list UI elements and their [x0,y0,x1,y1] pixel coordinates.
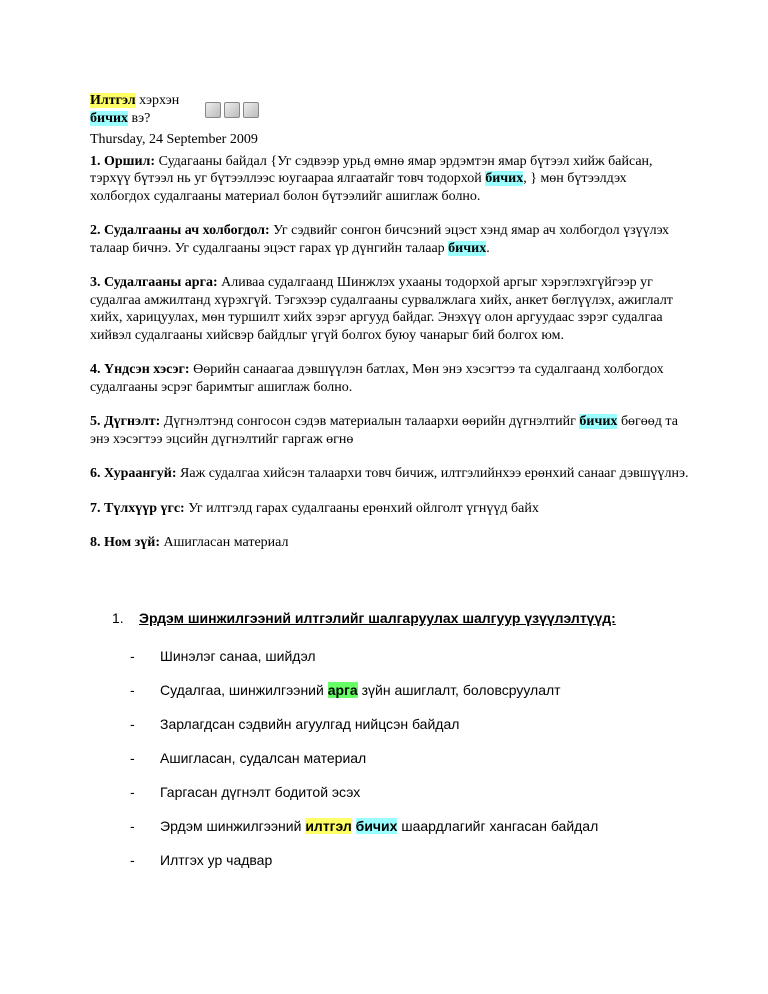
bullet-dash: - [130,784,135,800]
section-text: Өөрийн санаагаа дэвшүүлэн батлах, Мөн энэ хэсэгтээ та судалгаанд холбогдох судалгааны эсрэг баримтыг ашиглаж болно. [90,362,664,395]
section-paragraph [90,361,690,396]
section-label: 7. Түлхүүр үгс: [90,500,185,516]
search-icon[interactable] [205,102,221,118]
bullet-dash: - [130,648,135,664]
title-word-highlighted: бичих [90,110,129,126]
section-text: Ашигласан материал [160,535,289,550]
highlighted-term: илтгэл [305,818,352,834]
section-paragraph [90,413,690,448]
title-word: хэрхэн [139,93,180,108]
bullet-text-part: зүйн ашиглалт, боловсруулалт [357,682,561,698]
title-block [90,92,690,127]
bullet-text: Зарлагдсан сэдвийн агуулгад нийцсэн байдал [160,716,460,732]
post-date: Thursday, 24 September 2009 [90,132,258,147]
bullet-text-part: Судалгаа, шинжилгээний [160,682,328,698]
section-text: , } мөн бүтээлдэх холбогдох судалгааны материал болон бүтээлийг ашиглаж болно. [90,171,627,204]
title-word: вэ? [131,110,151,126]
copy-icon[interactable] [224,102,240,118]
highlighted-term: бичих [579,414,618,429]
section-text: . [486,240,490,256]
bullet-text: Илтгэх ур чадвар [160,852,273,868]
bullet-text-part: Эрдэм шинжилгээний [160,818,306,834]
section-text: Уг сэдвийг сонгон бичсэний эцэст хэнд ямар ач холбогдол үзүүлэх талаар бичнэ. Уг судалгааны эцэст гарах үр дүнгийн талаар [90,223,670,256]
section-label: 8. Ном зүй: [90,535,161,550]
section-label: 2. Судалгааны ач холбогдол: [90,223,270,238]
bullet-dash: - [130,716,135,732]
section-text: Аливаа судалгаанд Шинжлэх ухааны тодорхой аргыг хэрэглэхгүйгээр уг судалгаа амжилтанд хүрэхгүй. Тэгэхээр судалгааны сурвалжлага хийх, анкет бөглүүлэх, ажиглалт хийх, харицуулах, мөн туршилт хийх зэрэг аргууд байдаг. Энэхүү олон аргуудаас зэрэг судалгаа хийвэл судалгааны хийсвэр байдлыг үгүй болгох буюу чанарыг бий болгох юм. [90,275,673,343]
section-text: Яаж судалгаа хийсэн талаархи товч бичиж, илтгэлийнхээ ерөнхий санааг дэвшүүлнэ. [176,466,689,481]
sections-list [90,153,690,552]
highlighted-term: бичих [355,818,398,834]
section-paragraph [90,222,690,257]
highlighted-term: бичих [485,171,524,186]
section-label: 3. Судалгааны арга: [90,275,218,290]
bullet-text [160,682,561,698]
section-paragraph [90,465,690,483]
bullet-dash: - [130,682,135,698]
section-text: Уг илтгэлд гарах судалгааны ерөнхий ойлголт үгнүүд байх [184,500,539,516]
bullet-text: Ашигласан, судалсан материал [160,750,367,766]
section-label: 5. Дүгнэлт: [90,414,161,429]
section-text: Судагааны байдал {Уг сэдвээр урьд өмнө ямар эрдэмтэн ямар бүтээл хийж байсан, тэрхүү бүтээл нь уг бүтээллээс юугаараа ялгаатайг товч тодорхой [90,153,653,186]
bullet-dash: - [130,750,135,766]
section-paragraph [90,274,690,344]
section-paragraph [90,153,690,206]
highlighted-term: бичих [448,240,487,256]
bullet-text: Гаргасан дүгнэлт бодитой эсэх [160,784,361,800]
section-paragraph [90,500,690,518]
bullet-text [160,818,598,834]
bullet-dash: - [130,818,135,834]
item-number: 1. [112,610,124,626]
section-label: 6. Хураангуй: [90,466,177,481]
bullet-text-part: шаардлагийг хангасан байдал [397,818,599,834]
section-label: 4. Үндсэн хэсэг: [90,362,190,377]
bullet-dash: - [130,852,135,868]
document-body [90,92,690,552]
bullet-text: Шинэлэг санаа, шийдэл [160,648,316,664]
section-label: 1. Оршил: [90,153,156,169]
item-heading: Эрдэм шинжилгээний илтгэлийг шалгаруулах шалгуур үзүүлэлтүүд: [139,610,616,626]
section-paragraph [90,534,690,552]
highlighted-term: арга [327,682,358,698]
title-word-highlighted: Илтгэл [90,93,136,108]
section-text: Дүгнэлтэнд сонгосон сэдэв материалын талаархи өөрийн дүгнэлтийг [160,414,580,429]
section-text: бөгөөд та энэ хэсэгтээ эцсийн дүгнэлтийг гаргаж өгнө [90,414,678,447]
email-icon[interactable] [243,102,259,118]
toolbar-icons [205,102,259,118]
